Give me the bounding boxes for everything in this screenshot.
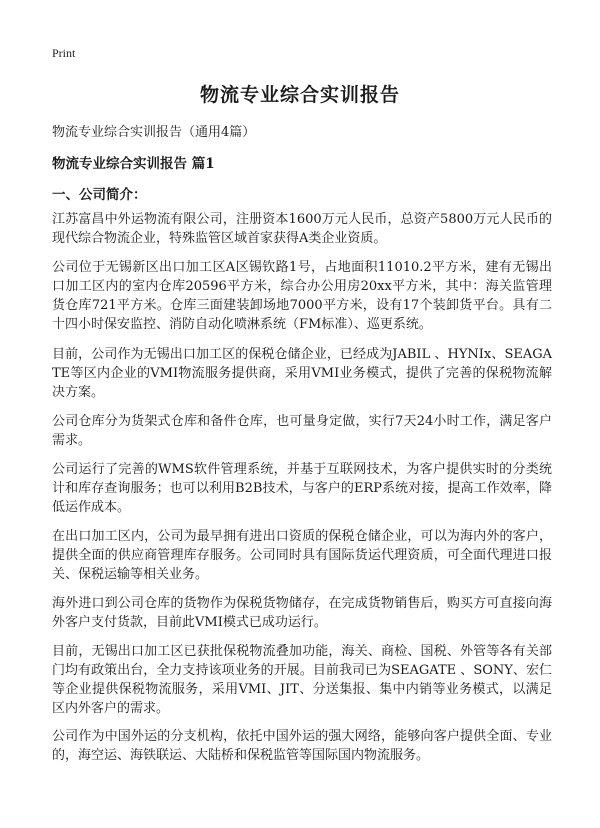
paragraph: 目前，无锡出口加工区已获批保税物流叠加功能，海关、商检、国税、外管等各有关部门均有政策出台，全力支持该项业务的开展。目前我司已为SEAGATE 、SONY、宏仁等企业提供保税物流服务，采用VMI、JIT、分送集报、集中内销等业务模式，以满足区内外客户的需求。	[52, 644, 552, 716]
document-title: 物流专业综合实训报告	[199, 84, 400, 106]
paragraph: 公司运行了完善的WMS软件管理系统，并基于互联网技术，为客户提供实时的分类统计和库存查询服务；也可以利用B2B技术，与客户的ERP系统对接，提高工作效率，降低运作成本。	[52, 462, 552, 515]
document-subtitle: 物流专业综合实训报告（通用4篇）	[52, 125, 256, 140]
paragraph: 目前，公司作为无锡出口加工区的保税仓储企业，已经成为JABIL 、HYNIx、SEAGATE等区内企业的VMI物流服务提供商，采用VMI业务模式，提供了完善的保税物流解决方案。	[52, 347, 552, 400]
article-heading: 物流专业综合实训报告 篇1	[52, 156, 215, 172]
paragraph: 在出口加工区内，公司为最早拥有进出口资质的保税仓储企业，可以为海内外的客户，提供全面的供应商管理库存服务。公司同时具有国际货运代理资质，可全面代理进口报关、保税运输等相关业务。	[52, 529, 552, 582]
paragraph: 公司作为中国外运的分支机构，依托中国外运的强大网络，能够向客户提供全面、专业的，海空运、海铁联运、大陆桥和保税监管等国际国内物流服务。	[52, 729, 552, 763]
paragraph: 公司位于无锡新区出口加工区A区锡钦路1号，占地面积11010.2平方米，建有无锡出口加工区内的室内仓库20596平方米，综合办公用房20xx平方米，其中：海关监管理货仓库721平方米。仓库三面建装卸场地7000平方米，设有17个装卸货平台。具有二十四小时保安监控、消防自动化喷淋系统（FM标准）、巡更系统。	[52, 260, 552, 332]
paragraph: 江苏富昌中外运物流有限公司，注册资本1600万元人民币，总资产5800万元人民币的现代综合物流企业，特殊监管区域首家获得A类企业资质。	[52, 212, 552, 246]
paragraph: 公司仓库分为货架式仓库和备件仓库，也可量身定做，实行7天24小时工作，满足客户需求。	[52, 414, 552, 448]
paragraph: 海外进口到公司仓库的货物作为保税货物储存，在完成货物销售后，购买方可直接向海外客户支付货款，目前此VMI模式已成功运行。	[52, 596, 552, 630]
print-label: Print	[52, 46, 76, 60]
section-heading: 一、公司简介：	[52, 187, 147, 203]
